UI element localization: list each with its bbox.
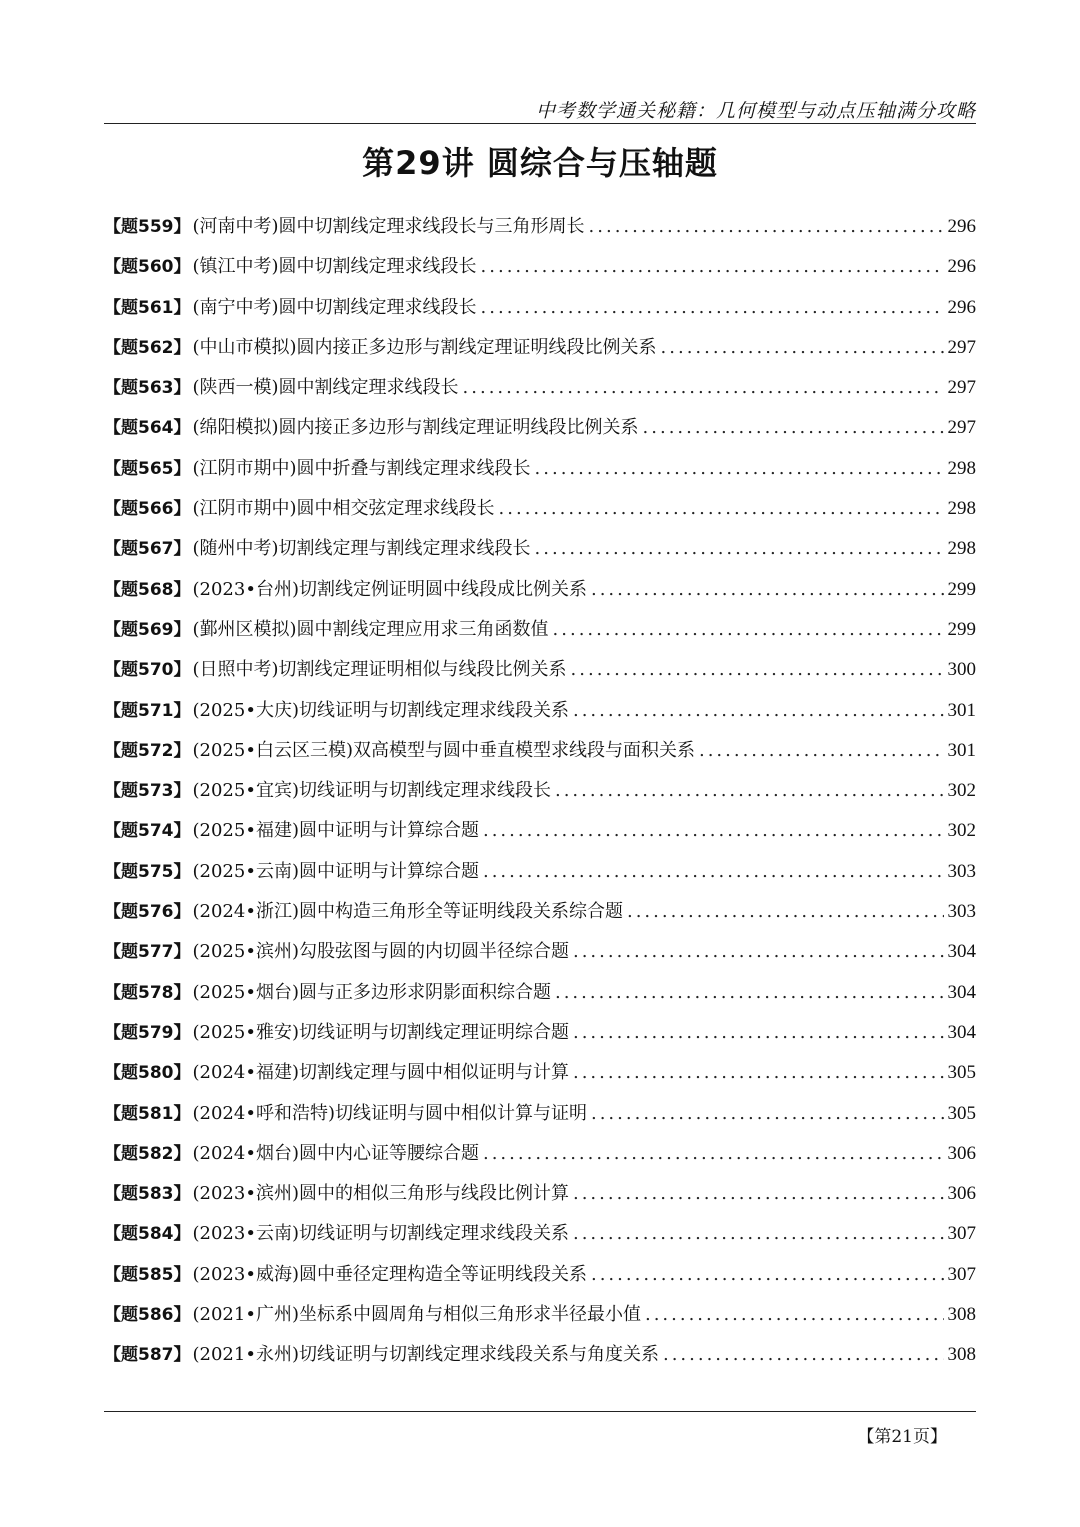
toc-dot-leader — [591, 575, 944, 605]
toc-entry-title: (2023•云南)切线证明与切割线定理求线段关系 — [192, 1223, 569, 1245]
toc-entry-number: 【题576】 — [104, 902, 191, 923]
toc-dot-leader — [571, 655, 944, 685]
toc-entry[interactable] — [104, 937, 976, 977]
toc-dot-leader — [483, 816, 944, 846]
toc-dot-leader — [553, 615, 944, 645]
toc-entry[interactable] — [104, 1219, 976, 1259]
table-of-contents — [104, 212, 976, 1381]
toc-entry[interactable] — [104, 494, 976, 534]
footer-divider — [104, 1411, 976, 1412]
toc-entry[interactable] — [104, 413, 976, 453]
toc-entry[interactable] — [104, 1058, 976, 1098]
toc-dot-leader — [481, 252, 944, 282]
toc-dot-leader — [573, 1018, 944, 1048]
toc-entry-title: (2024•浙江)圆中构造三角形全等证明线段关系综合题 — [192, 901, 623, 923]
toc-dot-leader — [555, 978, 944, 1008]
toc-entry-page: 298 — [947, 538, 976, 560]
toc-entry-page: 300 — [947, 659, 976, 681]
toc-entry-title: (2021•广州)坐标系中圆周角与相似三角形求半径最小值 — [192, 1304, 641, 1326]
toc-entry-page: 304 — [947, 941, 976, 963]
toc-entry-number: 【题565】 — [104, 458, 191, 479]
toc-entry-page: 297 — [947, 417, 976, 439]
toc-entry-number: 【题563】 — [104, 378, 191, 399]
toc-entry-number: 【题572】 — [104, 740, 191, 761]
toc-entry-title: (江阴市期中)圆中相交弦定理求线段长 — [192, 498, 495, 520]
toc-dot-leader — [483, 857, 944, 887]
toc-entry-number: 【题566】 — [104, 499, 191, 520]
toc-entry-title: (随州中考)切割线定理与割线定理求线段长 — [192, 538, 531, 560]
toc-entry-number: 【题580】 — [104, 1063, 191, 1084]
toc-entry[interactable] — [104, 293, 976, 333]
toc-entry[interactable] — [104, 1260, 976, 1300]
toc-entry[interactable] — [104, 1340, 976, 1380]
toc-dot-leader — [645, 1300, 944, 1330]
toc-entry[interactable] — [104, 333, 976, 373]
toc-entry[interactable] — [104, 575, 976, 615]
header-divider — [104, 123, 976, 124]
toc-entry-title: (2023•威海)圆中垂径定理构造全等证明线段关系 — [192, 1263, 587, 1285]
toc-entry[interactable] — [104, 1139, 976, 1179]
toc-entry[interactable] — [104, 212, 976, 252]
toc-entry-title: (2025•白云区三模)双高模型与圆中垂直模型求线段与面积关系 — [192, 739, 695, 761]
toc-entry-title: (2024•烟台)圆中内心证等腰综合题 — [192, 1142, 479, 1164]
toc-entry-page: 303 — [947, 860, 976, 882]
toc-entry-page: 299 — [947, 618, 976, 640]
page-number: 【第21页】 — [857, 1427, 947, 1447]
toc-entry-number: 【题574】 — [104, 821, 191, 842]
toc-entry[interactable] — [104, 534, 976, 574]
toc-entry-number: 【题586】 — [104, 1305, 191, 1326]
toc-entry-page: 302 — [947, 780, 976, 802]
toc-entry-page: 296 — [947, 216, 976, 237]
toc-dot-leader — [573, 937, 944, 967]
toc-entry-number: 【题559】 — [104, 217, 191, 237]
toc-entry-title: (南宁中考)圆中切割线定理求线段长 — [192, 296, 477, 318]
toc-entry-page: 302 — [947, 820, 976, 842]
toc-entry[interactable] — [104, 1300, 976, 1340]
toc-entry[interactable] — [104, 696, 976, 736]
toc-entry-page: 301 — [947, 699, 976, 721]
toc-dot-leader — [591, 1099, 944, 1129]
toc-entry-number: 【题584】 — [104, 1224, 191, 1245]
toc-entry-page: 305 — [947, 1102, 976, 1124]
toc-entry[interactable] — [104, 978, 976, 1018]
toc-dot-leader — [481, 293, 944, 323]
toc-entry-number: 【题581】 — [104, 1103, 191, 1124]
toc-entry[interactable] — [104, 816, 976, 856]
toc-dot-leader — [535, 454, 944, 484]
toc-entry-page: 306 — [947, 1142, 976, 1164]
toc-entry-title: (2025•雅安)切线证明与切割线定理证明综合题 — [192, 1021, 569, 1043]
toc-entry-page: 307 — [947, 1263, 976, 1285]
toc-entry-number: 【题587】 — [104, 1345, 191, 1366]
toc-entry-page: 304 — [947, 1021, 976, 1043]
toc-entry-page: 296 — [947, 256, 976, 278]
toc-entry[interactable] — [104, 655, 976, 695]
toc-entry-title: (2025•烟台)圆与正多边形求阴影面积综合题 — [192, 981, 551, 1003]
running-head-title: 中考数学通关秘籍：几何模型与动点压轴满分攻略 — [535, 100, 976, 122]
toc-entry-number: 【题578】 — [104, 982, 191, 1003]
toc-dot-leader — [499, 494, 944, 524]
toc-entry-number: 【题561】 — [104, 297, 191, 318]
toc-entry[interactable] — [104, 615, 976, 655]
toc-entry[interactable] — [104, 857, 976, 897]
toc-entry-title: (日照中考)切割线定理证明相似与线段比例关系 — [192, 659, 567, 681]
toc-entry-title: (中山市模拟)圆内接正多边形与割线定理证明线段比例关系 — [192, 336, 657, 358]
toc-entry-number: 【题571】 — [104, 700, 191, 721]
toc-dot-leader — [627, 897, 944, 927]
toc-entry-title: (2025•滨州)勾股弦图与圆的内切圆半径综合题 — [192, 941, 569, 963]
toc-entry[interactable] — [104, 1099, 976, 1139]
toc-entry-page: 307 — [947, 1223, 976, 1245]
toc-entry-number: 【题562】 — [104, 337, 191, 358]
toc-dot-leader — [591, 1260, 944, 1290]
toc-entry-page: 297 — [947, 377, 976, 399]
toc-dot-leader — [573, 696, 944, 726]
toc-entry-title: (2025•大庆)切线证明与切割线定理求线段关系 — [192, 699, 569, 721]
toc-entry-title: (陕西一模)圆中割线定理求线段长 — [192, 377, 459, 399]
toc-entry-title: (2025•宜宾)切线证明与切割线定理求线段长 — [192, 780, 551, 802]
toc-entry-number: 【题575】 — [104, 861, 191, 882]
toc-dot-leader — [483, 1139, 944, 1169]
toc-entry-page: 303 — [947, 901, 976, 923]
toc-entry-number: 【题564】 — [104, 418, 191, 439]
toc-entry-title: (2025•云南)圆中证明与计算综合题 — [192, 860, 479, 882]
toc-dot-leader — [555, 776, 944, 806]
toc-entry-page: 308 — [947, 1304, 976, 1326]
toc-entry-page: 304 — [947, 981, 976, 1003]
toc-dot-leader — [589, 212, 944, 242]
toc-entry-number: 【题560】 — [104, 257, 191, 278]
toc-entry-title: (江阴市期中)圆中折叠与割线定理求线段长 — [192, 457, 531, 479]
toc-entry-page: 297 — [947, 336, 976, 358]
toc-entry-title: (2023•滨州)圆中的相似三角形与线段比例计算 — [192, 1183, 569, 1205]
toc-entry-title: (镇江中考)圆中切割线定理求线段长 — [192, 256, 477, 278]
toc-dot-leader — [699, 736, 944, 766]
toc-entry[interactable] — [104, 897, 976, 937]
toc-entry-title: (2021•永州)切线证明与切割线定理求线段关系与角度关系 — [192, 1344, 659, 1366]
toc-dot-leader — [463, 373, 944, 403]
toc-entry-title: (2024•呼和浩特)切线证明与圆中相似计算与证明 — [192, 1102, 587, 1124]
toc-entry-page: 298 — [947, 498, 976, 520]
toc-entry-page: 306 — [947, 1183, 976, 1205]
toc-entry[interactable] — [104, 252, 976, 292]
toc-entry-page: 296 — [947, 296, 976, 318]
toc-entry-number: 【题583】 — [104, 1184, 191, 1205]
toc-entry-title: (绵阳模拟)圆内接正多边形与割线定理证明线段比例关系 — [192, 417, 639, 439]
toc-entry[interactable] — [104, 373, 976, 413]
toc-entry-number: 【题577】 — [104, 942, 191, 963]
toc-dot-leader — [661, 333, 944, 363]
toc-entry-number: 【题585】 — [104, 1264, 191, 1285]
toc-entry-title: (河南中考)圆中切割线定理求线段长与三角形周长 — [192, 216, 585, 237]
toc-entry[interactable] — [104, 1018, 976, 1058]
toc-entry-page: 301 — [947, 739, 976, 761]
toc-dot-leader — [573, 1179, 944, 1209]
toc-entry-number: 【题570】 — [104, 660, 191, 681]
toc-entry-number: 【题573】 — [104, 781, 191, 802]
toc-entry[interactable] — [104, 736, 976, 776]
toc-dot-leader — [663, 1340, 944, 1370]
toc-entry-title: (2023•台州)切割线定例证明圆中线段成比例关系 — [192, 578, 587, 600]
toc-entry-page: 308 — [947, 1344, 976, 1366]
toc-entry-number: 【题568】 — [104, 579, 191, 600]
toc-entry-page: 298 — [947, 457, 976, 479]
toc-entry-number: 【题579】 — [104, 1022, 191, 1043]
toc-entry-title: (2025•福建)圆中证明与计算综合题 — [192, 820, 479, 842]
toc-entry-number: 【题582】 — [104, 1143, 191, 1164]
toc-entry-page: 299 — [947, 578, 976, 600]
toc-entry[interactable] — [104, 454, 976, 494]
toc-dot-leader — [535, 534, 944, 564]
toc-dot-leader — [643, 413, 944, 443]
toc-entry-number: 【题569】 — [104, 619, 191, 640]
toc-entry-page: 305 — [947, 1062, 976, 1084]
toc-entry-title: (鄞州区模拟)圆中割线定理应用求三角函数值 — [192, 618, 549, 640]
toc-entry-title: (2024•福建)切割线定理与圆中相似证明与计算 — [192, 1062, 569, 1084]
toc-entry-number: 【题567】 — [104, 539, 191, 560]
toc-dot-leader — [573, 1058, 944, 1088]
chapter-title: 第29讲 圆综合与压轴题 — [362, 144, 718, 182]
toc-dot-leader — [573, 1219, 944, 1249]
toc-entry[interactable] — [104, 776, 976, 816]
toc-entry[interactable] — [104, 1179, 976, 1219]
